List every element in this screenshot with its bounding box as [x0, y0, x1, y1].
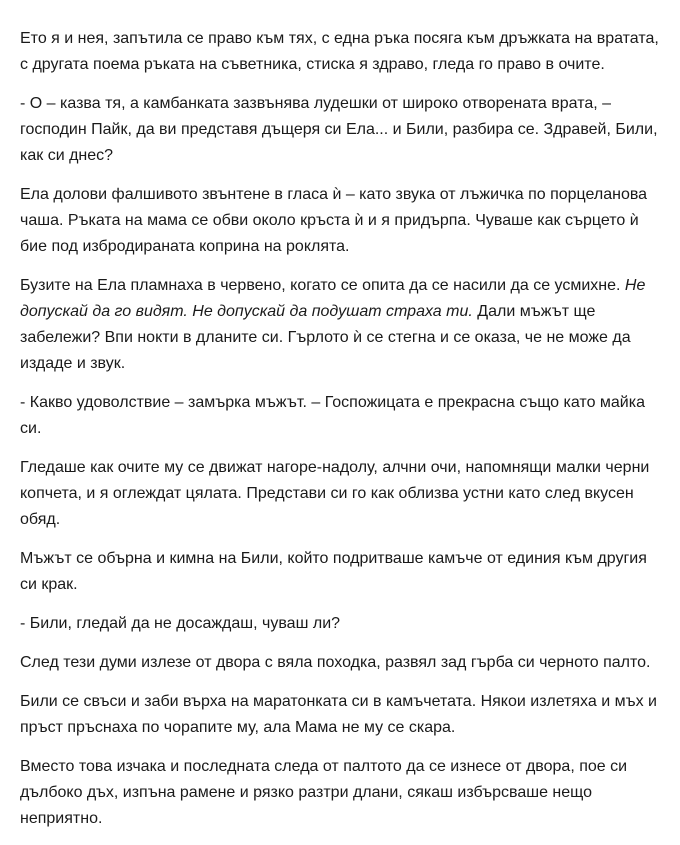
paragraph-4-italic-thought: Не допускай да го видят. Не допускай да подушат страха ти.: [20, 277, 646, 320]
paragraph-2: - О – казва тя, а камбанката зазвънява лудешки от широко отворената врата, – господин Пайк, да ви представя дъщеря си Ела... и Били, разбира се. Здравей, Били, как си днес?: [20, 95, 658, 164]
paragraph-11: Вместо това изчака и последната следа от палтото да се изнесе от двора, пое си дълбоко дъх, изпъна рамене и рязко разтри длани, сякаш избърсваше нещо неприятно.: [20, 758, 628, 827]
paragraph-4-text-start: Бузите на Ела пламнаха в червено, когато се опита да се насили да се усмихне.: [20, 277, 625, 294]
paragraph-7: Мъжът се обърна и кимна на Били, който подритваше камъче от единия към другия си крак.: [20, 550, 647, 593]
paragraph-4-text-end: Дали мъжът ще забележи? Впи нокти в дланите си. Гърлото ѝ се стегна и се оказа, че не може да издаде и звук.: [20, 303, 631, 372]
paragraph-5: - Какво удоволствие – замърка мъжът. – Госпожицата е прекрасна също като майка си.: [20, 394, 645, 437]
paragraph-8: - Били, гледай да не досаждаш, чуваш ли?: [20, 615, 341, 632]
paragraph-3: Ела долови фалшивото звънтене в гласа ѝ – като звука от лъжичка по порцеланова чаша. Ръката на мама се обви около кръста ѝ и я придърпа. Чуваше как сърцето ѝ бие под избродираната коприна на роклята.: [20, 186, 648, 255]
paragraph-10: Били се свъси и заби върха на маратонката си в камъчетата. Някои излетяха и мъх и пръст пръснаха по чорапите му, ала Мама не му се скара.: [20, 693, 657, 736]
paragraph-9: След тези думи излезе от двора с вяла походка, развял зад гърба си черното палто.: [20, 654, 651, 671]
paragraph-6: Гледаше как очите му се движат нагоре-надолу, алчни очи, напомнящи малки черни копчета, и я оглеждат цялата. Представи си го как облизва устни като след вкусен обяд.: [20, 459, 650, 528]
paragraph-1: Ето я и нея, запътила се право към тях, с една ръка посяга към дръжката на вратата, с другата поема ръката на съветника, стиска я здраво, гледа го право в очите.: [20, 30, 659, 73]
paragraph-4: [20, 273, 662, 377]
document-page: [20, 26, 662, 845]
